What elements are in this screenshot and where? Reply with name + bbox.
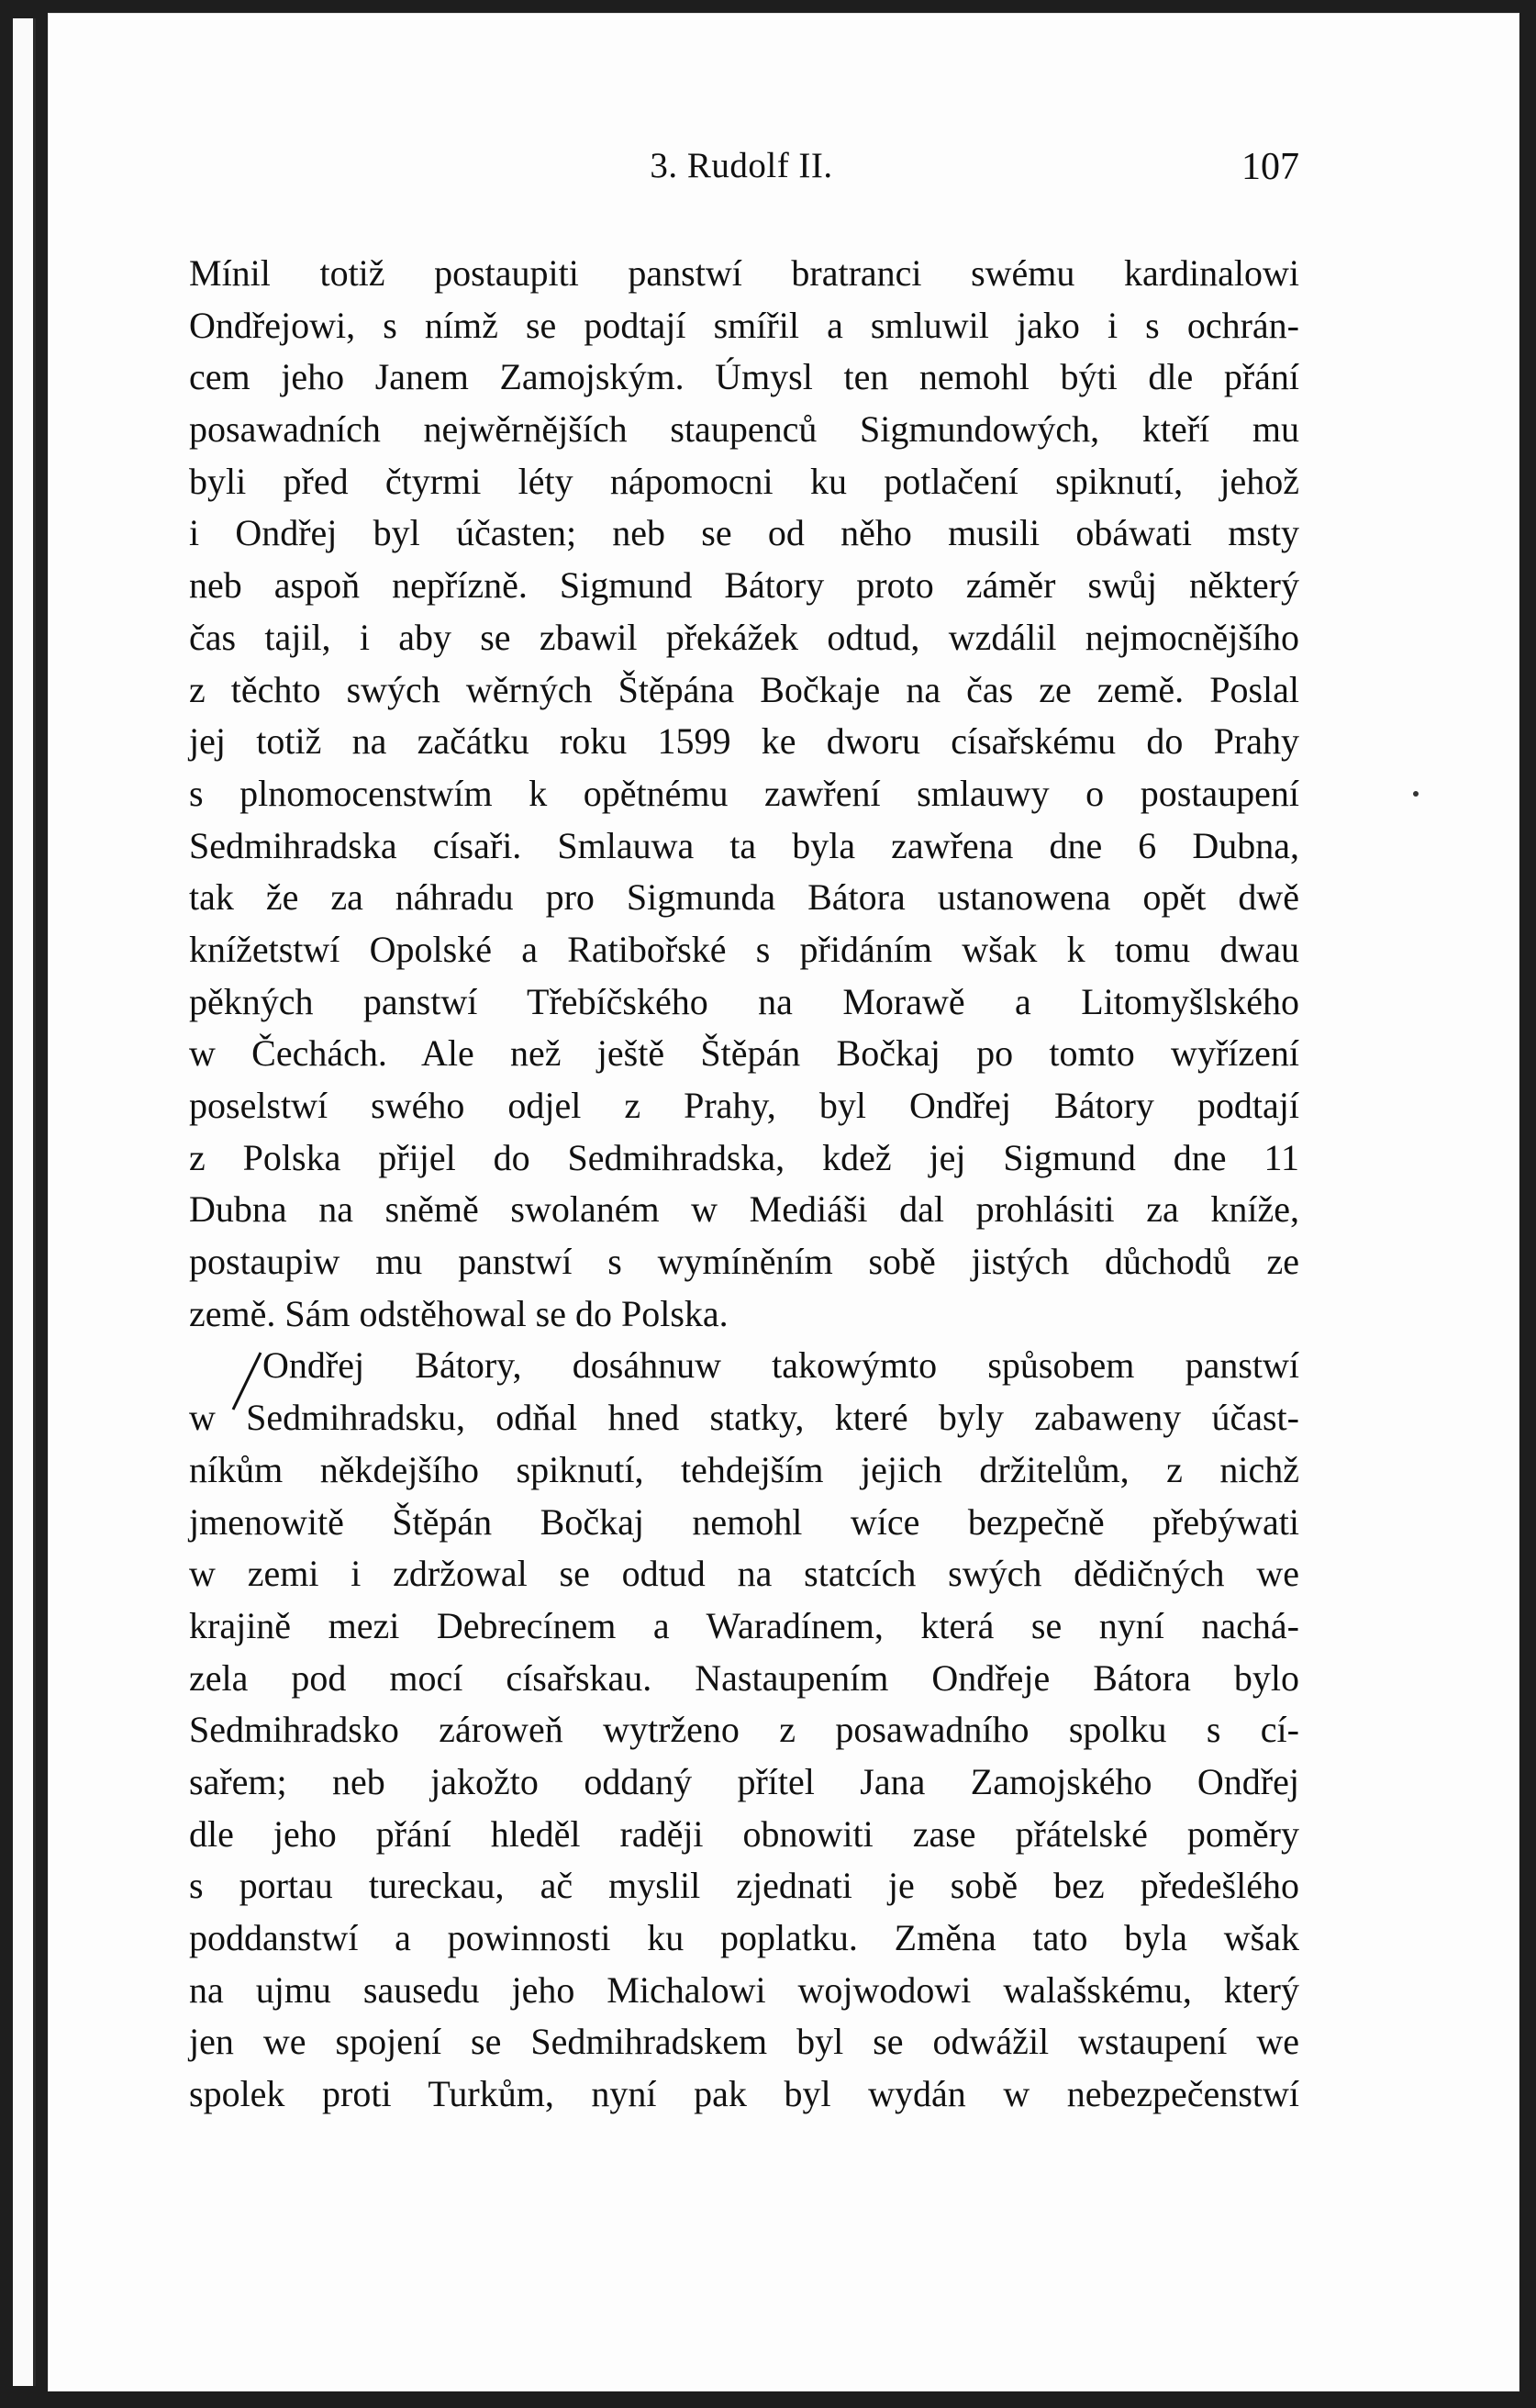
text-line: posawadních nejwěrnějších staupenců Sigmundowých, kteří mu (189, 408, 1299, 451)
text-line: zela pod mocí císařskau. Nastaupením Ondřeje Bátora bylo (189, 1656, 1299, 1699)
paragraph-slash-mark (228, 1351, 264, 1417)
text-line: byli před čtyrmi léty nápomocni ku potlačení spiknutí, jehož (189, 460, 1299, 502)
text-line: z těchto swých wěrných Štěpána Bočkaje na čas ze země. Poslal (189, 668, 1299, 710)
text-line: krajině mezi Debrecínem a Waradínem, která se nyní nachá- (189, 1604, 1299, 1646)
text-line: poddanstwí a powinnosti ku poplatku. Změna tato byla wšak (189, 1917, 1299, 1958)
text-line: w Čechách. Ale než ještě Štěpán Bočkaj po tomto wyřízení (189, 1032, 1299, 1075)
text-line: jen we spojení se Sedmihradskem byl se odwážil wstaupení we (189, 2021, 1299, 2063)
text-line: Sedmihradsko zároweň wytrženo z posawadního spolku s cí- (189, 1709, 1299, 1751)
text-line: s portau tureckau, ač myslil zjednati je sobě bez předešlého (189, 1865, 1299, 1907)
paragraph-2 (189, 1340, 1299, 2120)
paragraph-1 (189, 248, 1299, 1340)
running-head: 3. Rudolf II. (650, 146, 833, 185)
text-line: z Polska přijel do Sedmihradska, kdež jej Sigmund dne 11 (189, 1136, 1299, 1178)
speck (1413, 791, 1419, 797)
left-page-edge (13, 18, 36, 2386)
text-line: postaupiw mu panstwí s wymíněním sobě jistých důchodů ze (189, 1241, 1299, 1283)
text-line: dle jeho přání hleděl raději obnowiti zase přátelské poměry (189, 1812, 1299, 1855)
text-line: jej totiž na začátku roku 1599 ke dworu císařskému do Prahy (189, 720, 1299, 763)
page-header (184, 145, 1299, 209)
text-line: Ondřej Bátory, dosáhnuw takowýmto spůsobem panstwí (262, 1344, 1299, 1387)
text-line: na ujmu sausedu jeho Michalowi wojwodowi walašskému, který (189, 1968, 1299, 2011)
text-line: w zemi i zdržowal se odtud na statcích swých dědičných we (189, 1553, 1299, 1595)
text-line: země. Sám odstěhowal se do Polska. (189, 1292, 729, 1334)
text-line: i Ondřej byl účasten; neb se od něho musili obáwati msty (189, 512, 1299, 554)
text-line: neb aspoň nepřízně. Sigmund Bátory proto záměr swůj některý (189, 564, 1299, 607)
text-line: poselstwí swého odjel z Prahy, byl Ondřej Bátory podtají (189, 1085, 1299, 1126)
text-line: jmenowitě Štěpán Bočkaj nemohl wíce bezpečně přebýwati (189, 1500, 1299, 1543)
text-line: sařem; neb jakožto oddaný přítel Jana Zamojského Ondřej (189, 1760, 1299, 1802)
text-line: níkům někdejšího spiknutí, tehdejším jejich držitelům, z nichž (189, 1448, 1299, 1490)
text-line: Mínil totiž postaupiti panstwí bratranci swému kardinalowi (189, 252, 1299, 294)
text-line: tak že za náhradu pro Sigmunda Bátora ustanowena opět dwě (189, 876, 1299, 919)
text-line: Sedmihradska císaři. Smlauwa ta byla zawřena dne 6 Dubna, (189, 824, 1299, 866)
text-line: Dubna na sněmě swolaném w Mediáši dal prohlásiti za kníže, (189, 1188, 1299, 1231)
text-line: w Sedmihradsku, odňal hned statky, které byly zabaweny účast- (189, 1397, 1299, 1439)
text-line: cem jeho Janem Zamojským. Úmysl ten nemohl býti dle přání (189, 356, 1299, 398)
page-number: 107 (1241, 146, 1299, 188)
text-line: s plnomocenstwím k opětnému zawření smlauwy o postaupení (189, 772, 1299, 814)
body-text (189, 248, 1299, 2121)
text-line: spolek proti Turkům, nyní pak byl wydán w nebezpečenstwí (189, 2073, 1299, 2115)
text-line: čas tajil, i aby se zbawil překážek odtud, wzdálil nejmocnějšího (189, 616, 1299, 658)
text-line: pěkných panstwí Třebíčského na Morawě a Litomyšlského (189, 980, 1299, 1022)
text-line: knížetstwí Opolské a Ratibořské s přidáním wšak k tomu dwau (189, 928, 1299, 970)
text-line: Ondřejowi, s nímž se podtají smířil a smluwil jako i s ochrán- (189, 304, 1299, 346)
